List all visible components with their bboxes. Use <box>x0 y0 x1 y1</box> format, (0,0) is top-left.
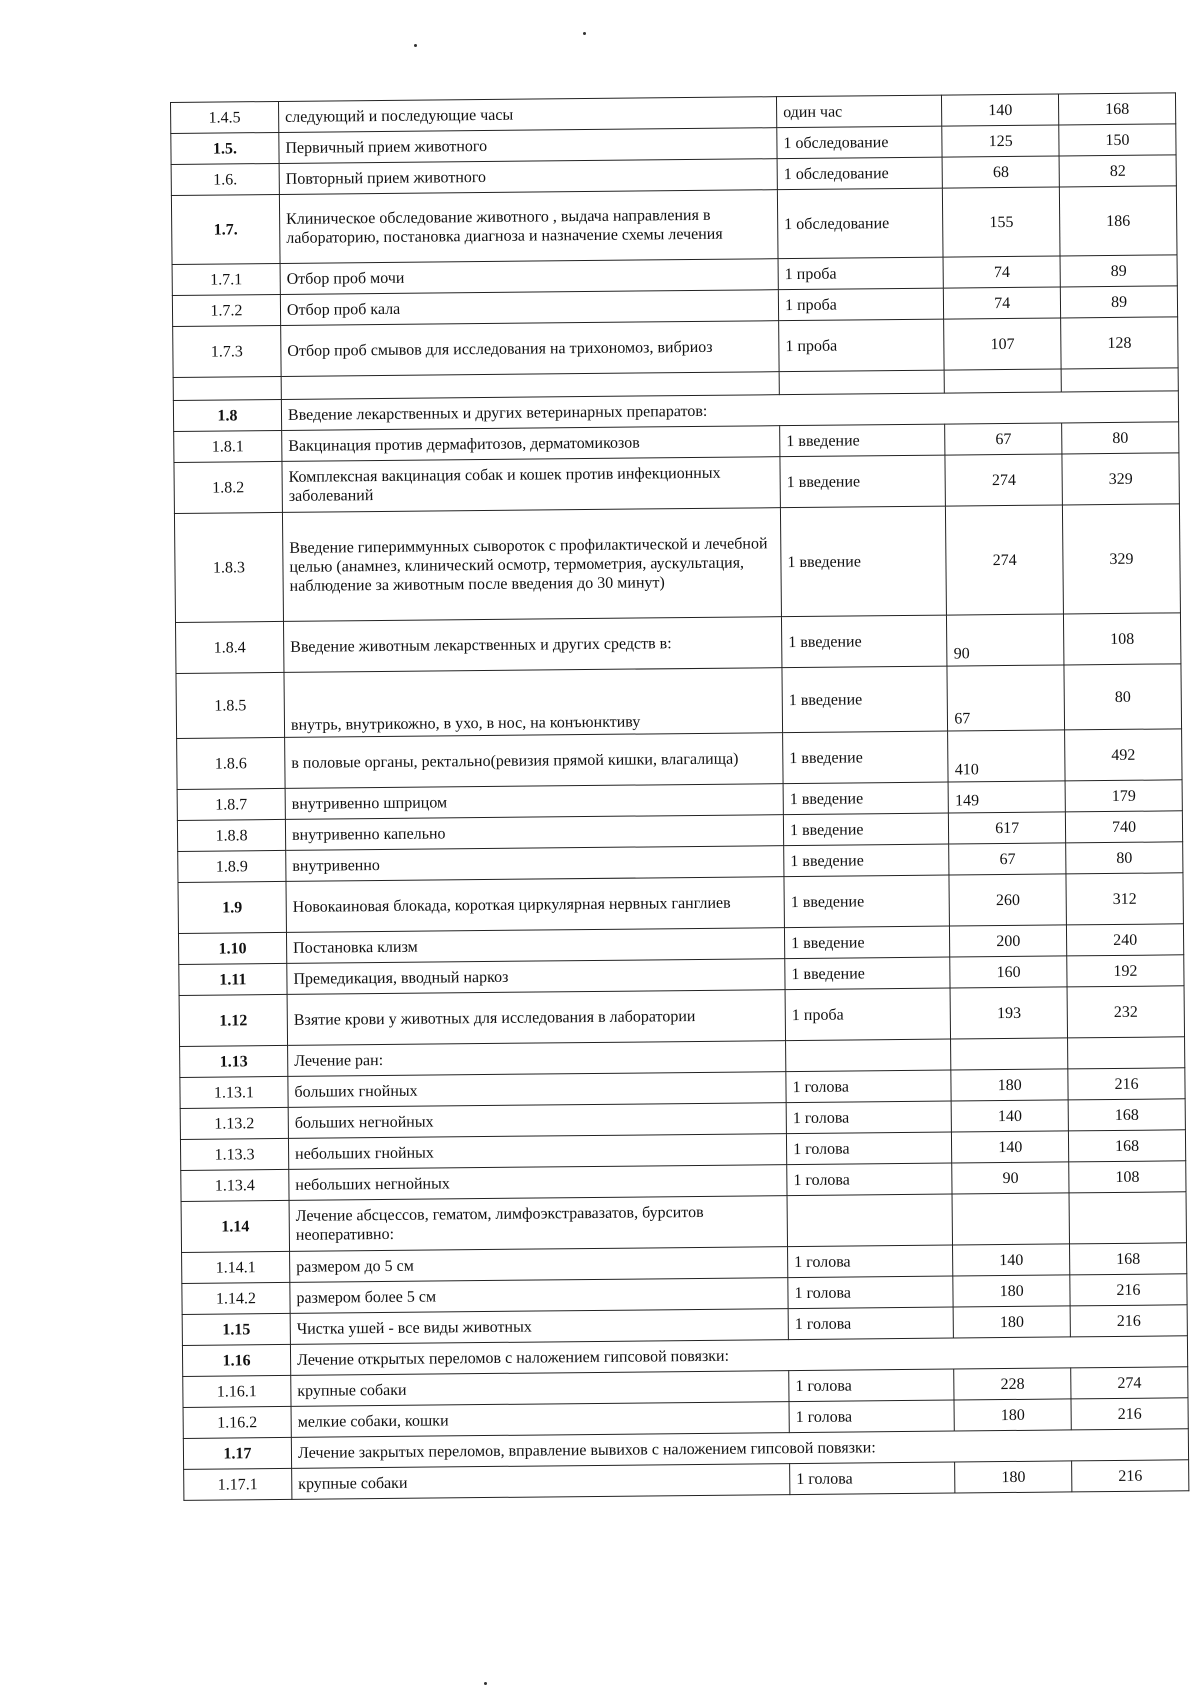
row-unit <box>786 1039 952 1072</box>
row-description: Отбор проб мочи <box>280 259 778 295</box>
row-price-1: 74 <box>943 256 1060 288</box>
row-code: 1.13.4 <box>181 1169 289 1201</box>
row-unit: 1 голова <box>789 1369 955 1402</box>
row-price-1: 107 <box>944 318 1061 370</box>
row-unit: 1 введение <box>782 615 948 668</box>
row-unit <box>779 370 944 395</box>
row-code: 1.7.3 <box>173 325 281 377</box>
row-price-2 <box>1061 368 1178 392</box>
row-price-1: 180 <box>954 1399 1071 1431</box>
row-description: в половые органы, ректально(ревизия прямой кишки, влагалища) <box>285 733 784 789</box>
row-description: Лечение закрытых переломов, вправление вывихов с наложением гипсовой повязки: <box>291 1429 1188 1469</box>
row-price-1: 67 <box>949 843 1066 875</box>
row-price-1: 74 <box>944 287 1061 319</box>
row-description: небольших гнойных <box>288 1134 786 1170</box>
row-price-2: 329 <box>1063 504 1181 614</box>
row-price-2: 740 <box>1065 811 1182 843</box>
row-code: 1.17.1 <box>184 1468 292 1500</box>
row-price-1: 160 <box>950 956 1067 988</box>
row-description: Лечение абсцессов, гематом, лимфоэкстравазатов, бурситов неоперативно: <box>289 1196 788 1252</box>
row-description: Взятие крови у животных для исследования в лаборатории <box>287 990 786 1046</box>
row-price-1: 180 <box>953 1306 1070 1338</box>
row-unit: 1 голова <box>786 1132 952 1165</box>
row-price-1 <box>952 1193 1069 1245</box>
row-unit: 1 голова <box>789 1400 955 1433</box>
row-description: небольших негнойных <box>289 1165 787 1201</box>
row-description: Повторный прием животного <box>279 159 777 195</box>
row-price-2: 150 <box>1059 124 1176 156</box>
row-description: Чистка ушей - все виды животных <box>290 1309 788 1345</box>
row-code: 1.8 <box>173 399 281 431</box>
row-price-2: 89 <box>1060 286 1177 318</box>
row-unit: 1 проба <box>779 319 945 372</box>
row-price-1 <box>944 369 1061 393</box>
row-price-2: 168 <box>1068 1099 1185 1131</box>
row-description: размером более 5 см <box>290 1278 788 1314</box>
row-price-1: 140 <box>942 94 1059 126</box>
row-code: 1.16.2 <box>183 1406 291 1438</box>
row-code: 1.15 <box>182 1313 290 1345</box>
row-unit: 1 проба <box>778 288 944 321</box>
row-price-2: 179 <box>1065 780 1182 812</box>
row-price-1: 125 <box>942 125 1059 157</box>
row-code: 1.16.1 <box>183 1375 291 1407</box>
row-code: 1.12 <box>179 994 287 1046</box>
row-unit: 1 введение <box>784 844 950 877</box>
row-code: 1.9 <box>178 881 286 933</box>
row-code: 1.10 <box>178 932 286 964</box>
row-unit: 1 введение <box>785 926 951 959</box>
row-price-1: 67 <box>947 665 1064 731</box>
row-price-2: 216 <box>1070 1274 1187 1306</box>
row-price-2: 186 <box>1059 186 1177 256</box>
row-description: размером до 5 см <box>290 1247 788 1283</box>
row-price-1: 193 <box>950 987 1067 1039</box>
row-code: 1.13.2 <box>180 1107 288 1139</box>
price-table <box>170 92 1189 1501</box>
row-unit: 1 голова <box>788 1307 954 1340</box>
row-unit: 1 введение <box>783 813 949 846</box>
row-price-2: 274 <box>1071 1367 1188 1399</box>
row-description: внутривенно шприцом <box>285 784 783 820</box>
row-unit <box>787 1194 953 1247</box>
row-code: 1.8.8 <box>177 819 285 851</box>
row-description: Лечение ран: <box>288 1041 786 1077</box>
row-unit: 1 обследование <box>777 188 943 259</box>
row-price-1: 180 <box>951 1069 1068 1101</box>
row-code: 1.8.7 <box>177 788 285 820</box>
row-unit: 1 голова <box>788 1245 954 1278</box>
row-code: 1.13.1 <box>180 1076 288 1108</box>
row-price-1: 90 <box>947 614 1064 666</box>
row-description: Новокаиновая блокада, короткая циркулярная нервных ганглиев <box>286 877 785 933</box>
row-price-1: 260 <box>949 874 1066 926</box>
row-price-2: 216 <box>1071 1398 1188 1430</box>
row-price-2: 80 <box>1062 422 1179 454</box>
row-unit: 1 голова <box>786 1070 952 1103</box>
row-price-1: 149 <box>948 781 1065 813</box>
row-description: мелкие собаки, кошки <box>291 1402 789 1438</box>
row-price-1: 180 <box>955 1461 1072 1493</box>
row-unit: 1 введение <box>782 666 948 733</box>
row-code: 1.7. <box>171 194 280 264</box>
row-price-1: 410 <box>948 730 1065 782</box>
row-unit: 1 введение <box>780 455 946 508</box>
row-code: 1.8.2 <box>174 461 282 513</box>
row-code: 1.5. <box>171 132 279 164</box>
row-code: 1.8.1 <box>174 430 282 462</box>
row-price-1 <box>951 1038 1068 1070</box>
row-code: 1.17 <box>183 1437 291 1469</box>
row-description: Введение лекарственных и других ветеринарных препаратов: <box>281 391 1178 431</box>
row-code: 1.14 <box>181 1200 289 1252</box>
row-code: 1.11 <box>179 963 287 995</box>
row-unit: 1 введение <box>780 506 946 617</box>
row-price-2: 80 <box>1066 842 1183 874</box>
table-row <box>176 664 1182 739</box>
row-unit: 1 обследование <box>777 157 943 190</box>
row-price-2: 108 <box>1064 613 1181 665</box>
row-unit: 1 проба <box>778 257 944 290</box>
scan-speck <box>583 32 586 35</box>
row-unit: 1 голова <box>790 1462 956 1495</box>
row-code: 1.13 <box>180 1045 288 1077</box>
row-unit: 1 введение <box>783 731 949 784</box>
row-description: Премедикация, вводный наркоз <box>287 959 785 995</box>
row-price-2: 168 <box>1069 1130 1186 1162</box>
row-price-1: 228 <box>954 1368 1071 1400</box>
row-price-2: 128 <box>1061 317 1178 369</box>
row-description: крупные собаки <box>292 1464 790 1500</box>
row-price-2 <box>1069 1192 1186 1244</box>
row-code: 1.8.4 <box>175 621 283 673</box>
row-price-1: 200 <box>950 925 1067 957</box>
row-description: крупные собаки <box>291 1371 789 1407</box>
row-price-2: 312 <box>1066 873 1183 925</box>
row-price-1: 140 <box>951 1100 1068 1132</box>
row-code <box>173 376 281 400</box>
row-price-2: 240 <box>1067 924 1184 956</box>
row-price-1: 274 <box>946 505 1064 615</box>
row-unit: 1 обследование <box>777 126 943 159</box>
row-price-1: 68 <box>942 156 1059 188</box>
row-price-1: 140 <box>953 1244 1070 1276</box>
row-description: Первичный прием животного <box>279 128 777 164</box>
row-price-2: 168 <box>1070 1243 1187 1275</box>
row-price-2: 216 <box>1068 1068 1185 1100</box>
row-unit: 1 введение <box>784 875 950 928</box>
row-unit: 1 голова <box>787 1163 953 1196</box>
row-unit: 1 проба <box>785 988 951 1041</box>
row-price-1: 67 <box>945 423 1062 455</box>
row-code: 1.7.1 <box>172 263 280 295</box>
row-description: Клиническое обследование животного , выдача направления в лабораторию, постановка диагноза и назначение схемы лечения <box>279 190 778 264</box>
price-table-body <box>171 93 1189 1501</box>
row-unit: 1 введение <box>785 957 951 990</box>
row-description: Вакцинация против дермафитозов, дерматомикозов <box>282 426 780 462</box>
row-description: Отбор проб кала <box>280 290 778 326</box>
row-price-2: 108 <box>1069 1161 1186 1193</box>
row-price-2: 232 <box>1067 986 1184 1038</box>
row-code: 1.8.3 <box>174 512 283 622</box>
row-price-2: 168 <box>1059 93 1176 125</box>
row-price-1: 274 <box>945 454 1062 506</box>
row-description: следующий и последующие часы <box>278 97 776 133</box>
row-price-1: 617 <box>949 812 1066 844</box>
scan-speck <box>484 1682 487 1685</box>
row-price-2 <box>1068 1037 1185 1069</box>
row-price-2: 492 <box>1065 729 1182 781</box>
row-price-1: 140 <box>952 1131 1069 1163</box>
row-description: Отбор проб смывов для исследования на трихономоз, вибриоз <box>281 321 780 377</box>
row-price-1: 155 <box>943 187 1060 257</box>
row-unit: 1 введение <box>783 782 949 815</box>
row-price-1: 90 <box>952 1162 1069 1194</box>
row-price-2: 89 <box>1060 255 1177 287</box>
row-unit: 1 голова <box>786 1101 952 1134</box>
row-description: больших гнойных <box>288 1072 786 1108</box>
row-price-2: 329 <box>1062 453 1179 505</box>
row-description: Лечение открытых переломов с наложением гипсовой повязки: <box>290 1336 1187 1376</box>
row-code: 1.14.2 <box>182 1282 290 1314</box>
row-unit: 1 введение <box>780 424 946 457</box>
row-code: 1.7.2 <box>172 294 280 326</box>
row-code: 1.6. <box>171 163 279 195</box>
row-unit: один час <box>777 95 943 128</box>
row-description: больших негнойных <box>288 1103 786 1139</box>
row-description: внутривенно капельно <box>285 815 783 851</box>
row-description: Комплексная вакцинация собак и кошек против инфекционных заболеваний <box>282 457 781 513</box>
row-description: Введение животным лекарственных и других средств в: <box>283 617 782 673</box>
row-description: внутрь, внутрикожно, в ухо, в нос, на конъюнктиву <box>284 668 783 738</box>
row-code: 1.4.5 <box>171 101 279 133</box>
row-price-2: 216 <box>1070 1305 1187 1337</box>
row-code: 1.8.6 <box>177 737 285 789</box>
row-price-2: 82 <box>1059 155 1176 187</box>
row-code: 1.14.1 <box>182 1251 290 1283</box>
row-code: 1.8.5 <box>176 672 285 738</box>
row-code: 1.16 <box>182 1344 290 1376</box>
row-code: 1.13.3 <box>180 1138 288 1170</box>
table-row <box>174 504 1180 623</box>
row-unit: 1 голова <box>788 1276 954 1309</box>
table-row <box>171 186 1177 265</box>
row-price-2: 216 <box>1072 1460 1189 1492</box>
scan-speck <box>414 44 417 47</box>
row-description: Постановка клизм <box>286 928 784 964</box>
row-description: внутривенно <box>286 846 784 882</box>
row-code: 1.8.9 <box>178 850 286 882</box>
row-price-2: 192 <box>1067 955 1184 987</box>
row-price-2: 80 <box>1064 664 1181 730</box>
row-description: Введение гипериммунных сывороток с профилактической и лечебной целью (анамнез, клинический осмотр, термометрия, аускультация, наблюдение за животным после введения до 30 минут) <box>282 508 781 622</box>
row-price-1: 180 <box>953 1275 1070 1307</box>
